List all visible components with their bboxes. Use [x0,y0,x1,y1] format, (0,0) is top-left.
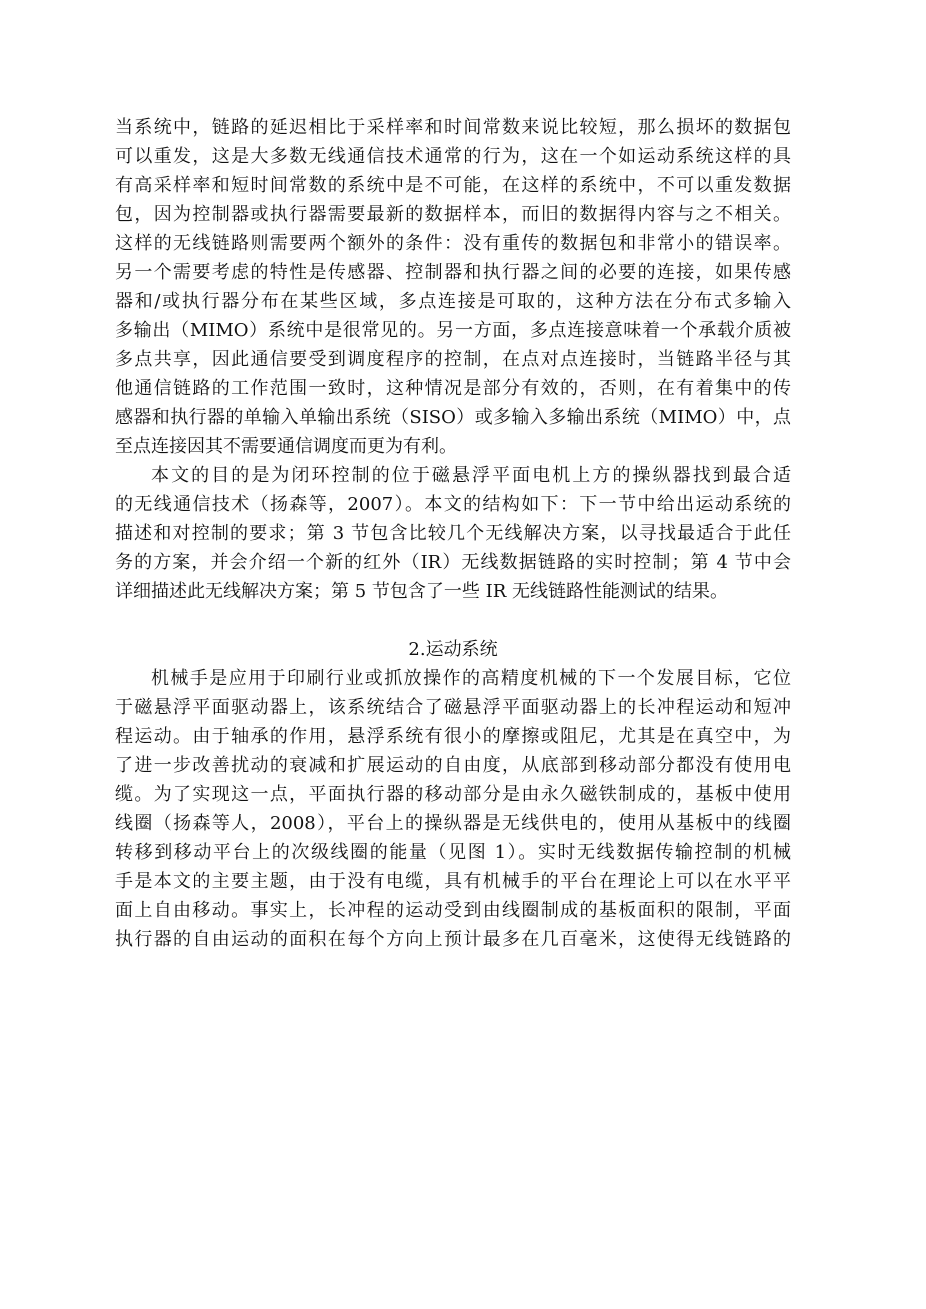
document-page [115,113,791,954]
text-line: 有高采样率和短时间常数的系统中是不可能，在这样的系统中，不可以重发数据 [115,175,791,196]
text-line: 本文的目的是为闭环控制的位于磁悬浮平面电机上方的操纵器找到最合适 [151,465,791,486]
text-line: 当系统中，链路的延迟相比于采样率和时间常数来说比较短，那么损坏的数据包 [115,117,791,138]
text-line: 线圈（扬森等人，2008），平台上的操纵器是无线供电的，使用从基板中的线圈 [115,813,791,834]
text-line: 务的方案，并会介绍一个新的红外（IR）无线数据链路的实时控制；第 4 节中会 [115,552,791,573]
text-line: 了进一步改善扰动的衰减和扩展运动的自由度，从底部到移动部分都没有使用电 [115,755,791,776]
paragraph-1 [115,113,791,461]
section-heading: 2.运动系统 [408,639,498,660]
text-line: 包，因为控制器或执行器需要最新的数据样本，而旧的数据得内容与之不相关。 [115,204,791,225]
text-line: 另一个需要考虑的特性是传感器、控制器和执行器之间的必要的连接，如果传感 [115,262,791,283]
text-line: 感器和执行器的单输入单输出系统（SISO）或多输入多输出系统（MIMO）中，点 [115,407,791,428]
text-line: 至点连接因其不需要通信调度而更为有利。 [115,436,457,457]
text-line: 描述和对控制的要求；第 3 节包含比较几个无线解决方案，以寻找最适合于此任 [115,523,791,544]
text-line: 缆。为了实现这一点，平面执行器的移动部分是由永久磁铁制成的，基板中使用 [115,784,791,805]
text-line: 转移到移动平台上的次级线圈的能量（见图 1）。实时无线数据传输控制的机械 [115,842,791,863]
text-line: 他通信链路的工作范围一致时，这种情况是部分有效的，否则，在有着集中的传 [115,378,791,399]
text-line: 可以重发，这是大多数无线通信技术通常的行为，这在一个如运动系统这样的具 [115,146,791,167]
text-line: 程运动。由于轴承的作用，悬浮系统有很小的摩擦或阻尼，尤其是在真空中，为 [115,726,791,747]
text-line: 的无线通信技术（扬森等，2007）。本文的结构如下：下一节中给出运动系统的 [115,494,791,515]
text-line: 这样的无线链路则需要两个额外的条件：没有重传的数据包和非常小的错误率。 [115,233,791,254]
text-line: 器和/或执行器分布在某些区域，多点连接是可取的，这种方法在分布式多输入 [115,291,791,312]
text-line: 执行器的自由运动的面积在每个方向上预计最多在几百毫米，这使得无线链路的 [115,929,791,950]
text-line: 详细描述此无线解决方案；第 5 节包含了一些 IR 无线链路性能测试的结果。 [115,581,728,602]
text-line: 面上自由移动。事实上，长冲程的运动受到由线圈制成的基板面积的限制，平面 [115,900,791,921]
text-line: 机械手是应用于印刷行业或抓放操作的高精度机械的下一个发展目标，它位 [151,668,791,689]
text-line: 多点共享，因此通信要受到调度程序的控制，在点对点连接时，当链路半径与其 [115,349,791,370]
section-spacer [115,606,791,635]
text-line: 手是本文的主要主题，由于没有电缆，具有机械手的平台在理论上可以在水平平 [115,871,791,892]
text-line: 于磁悬浮平面驱动器上，该系统结合了磁悬浮平面驱动器上的长冲程运动和短冲 [115,697,791,718]
paragraph-2 [115,461,791,606]
paragraph-3 [115,664,791,954]
text-line: 多输出（MIMO）系统中是很常见的。另一方面，多点连接意味着一个承载介质被 [115,320,791,341]
